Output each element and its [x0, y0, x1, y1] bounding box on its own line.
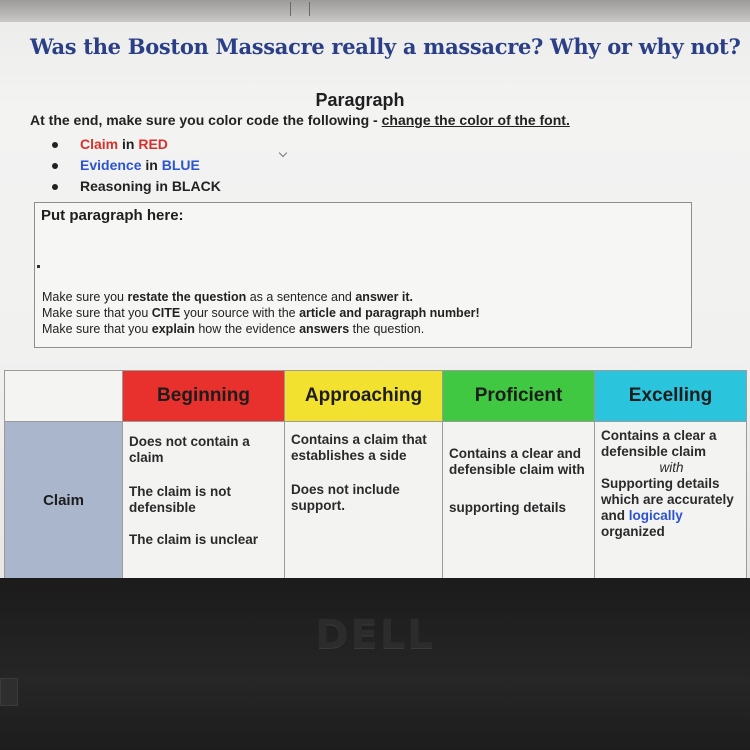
text-caret: [37, 265, 40, 268]
instructions-underlined: change the color of the font.: [381, 112, 570, 128]
section-heading: Paragraph: [315, 90, 405, 110]
bullet-dot-icon: [52, 163, 58, 169]
excelling-text: Supporting details which are accurately and: [601, 476, 734, 523]
cell-proficient: [443, 422, 595, 579]
page-title: Was the Boston Massacre really a massacre? Why or why not?: [30, 34, 741, 59]
note-text: the question.: [349, 322, 425, 336]
note-bold: article and paragraph number!: [299, 306, 480, 320]
note-bold: answers: [299, 322, 350, 336]
laptop-hinge: [0, 678, 18, 706]
note-text: Make sure you: [42, 290, 128, 304]
bullet-dot-icon: [52, 184, 58, 190]
beginning-line: The claim is unclear: [129, 532, 259, 547]
note-text: Make sure that you: [42, 322, 152, 336]
window-top-bar: [0, 0, 750, 22]
excelling-text: organized: [601, 524, 665, 539]
dell-logo: DELL: [315, 612, 435, 658]
header-excelling: Excelling: [595, 371, 747, 422]
beginning-line: Does not contain a claim: [129, 434, 250, 465]
bullet-label: Evidence: [80, 157, 142, 173]
row-label-claim: Claim: [5, 422, 123, 579]
color-code-list: [52, 134, 221, 197]
approaching-line: Contains a claim that establishes a side: [291, 432, 427, 463]
bullet-label: Reasoning: [80, 178, 152, 194]
cell-approaching: [285, 422, 443, 579]
excelling-blue-word: logically: [628, 508, 683, 523]
note-text: as a sentence and: [246, 290, 356, 304]
bullet-color-word: BLACK: [171, 178, 221, 194]
bullet-connector: in: [118, 136, 139, 152]
rubric-header-row: [5, 371, 747, 422]
excelling-line: Contains a clear a defensible claim: [601, 428, 717, 459]
bullet-color-word: RED: [138, 136, 168, 152]
approaching-line: Does not include support.: [291, 482, 400, 513]
bullet-connector: in: [141, 157, 162, 173]
note-bold: answer it.: [355, 290, 414, 304]
note-text: your source with the: [180, 306, 300, 320]
laptop-bezel: [0, 578, 750, 750]
header-proficient: Proficient: [443, 371, 595, 422]
cell-beginning: [123, 422, 285, 579]
bullet-connector: in: [151, 178, 172, 194]
excelling-with: with: [659, 460, 684, 475]
mouse-cursor-icon: [279, 149, 287, 157]
paragraph-box-label: Put paragraph here:: [41, 207, 184, 224]
rubric-claim-row: [5, 422, 747, 579]
cell-excelling: [595, 422, 747, 579]
note-text: how the evidence: [194, 322, 300, 336]
proficient-line: Contains a clear and defensible claim with: [449, 446, 585, 477]
note-bold: restate the question: [127, 290, 247, 304]
note-bold: explain: [151, 322, 195, 336]
instructions: [30, 112, 570, 128]
proficient-line: supporting details: [449, 500, 567, 515]
bullet-color-word: BLUE: [161, 157, 200, 173]
beginning-line: The claim is not defensible: [129, 484, 232, 515]
claim-rubric-table: [4, 370, 747, 588]
bullet-dot-icon: [52, 142, 58, 148]
paragraph-textbox[interactable]: [34, 202, 692, 348]
instructions-prefix: At the end, make sure you color code the following -: [30, 112, 382, 128]
rubric-corner-cell: [5, 371, 123, 422]
bullet-reasoning: [52, 176, 221, 197]
bullet-evidence: [52, 155, 221, 176]
note-cite: [42, 305, 480, 321]
paragraph-notes: [42, 289, 480, 337]
note-explain: [42, 321, 480, 337]
header-approaching: Approaching: [285, 371, 443, 422]
bullet-claim: [52, 134, 221, 155]
note-restate: [42, 289, 480, 305]
note-text: Make sure that you: [42, 306, 152, 320]
bullet-label: Claim: [80, 136, 119, 152]
header-beginning: Beginning: [123, 371, 285, 422]
top-bar-divider: [290, 2, 310, 16]
note-bold: CITE: [151, 306, 181, 320]
excelling-details: [601, 476, 742, 540]
